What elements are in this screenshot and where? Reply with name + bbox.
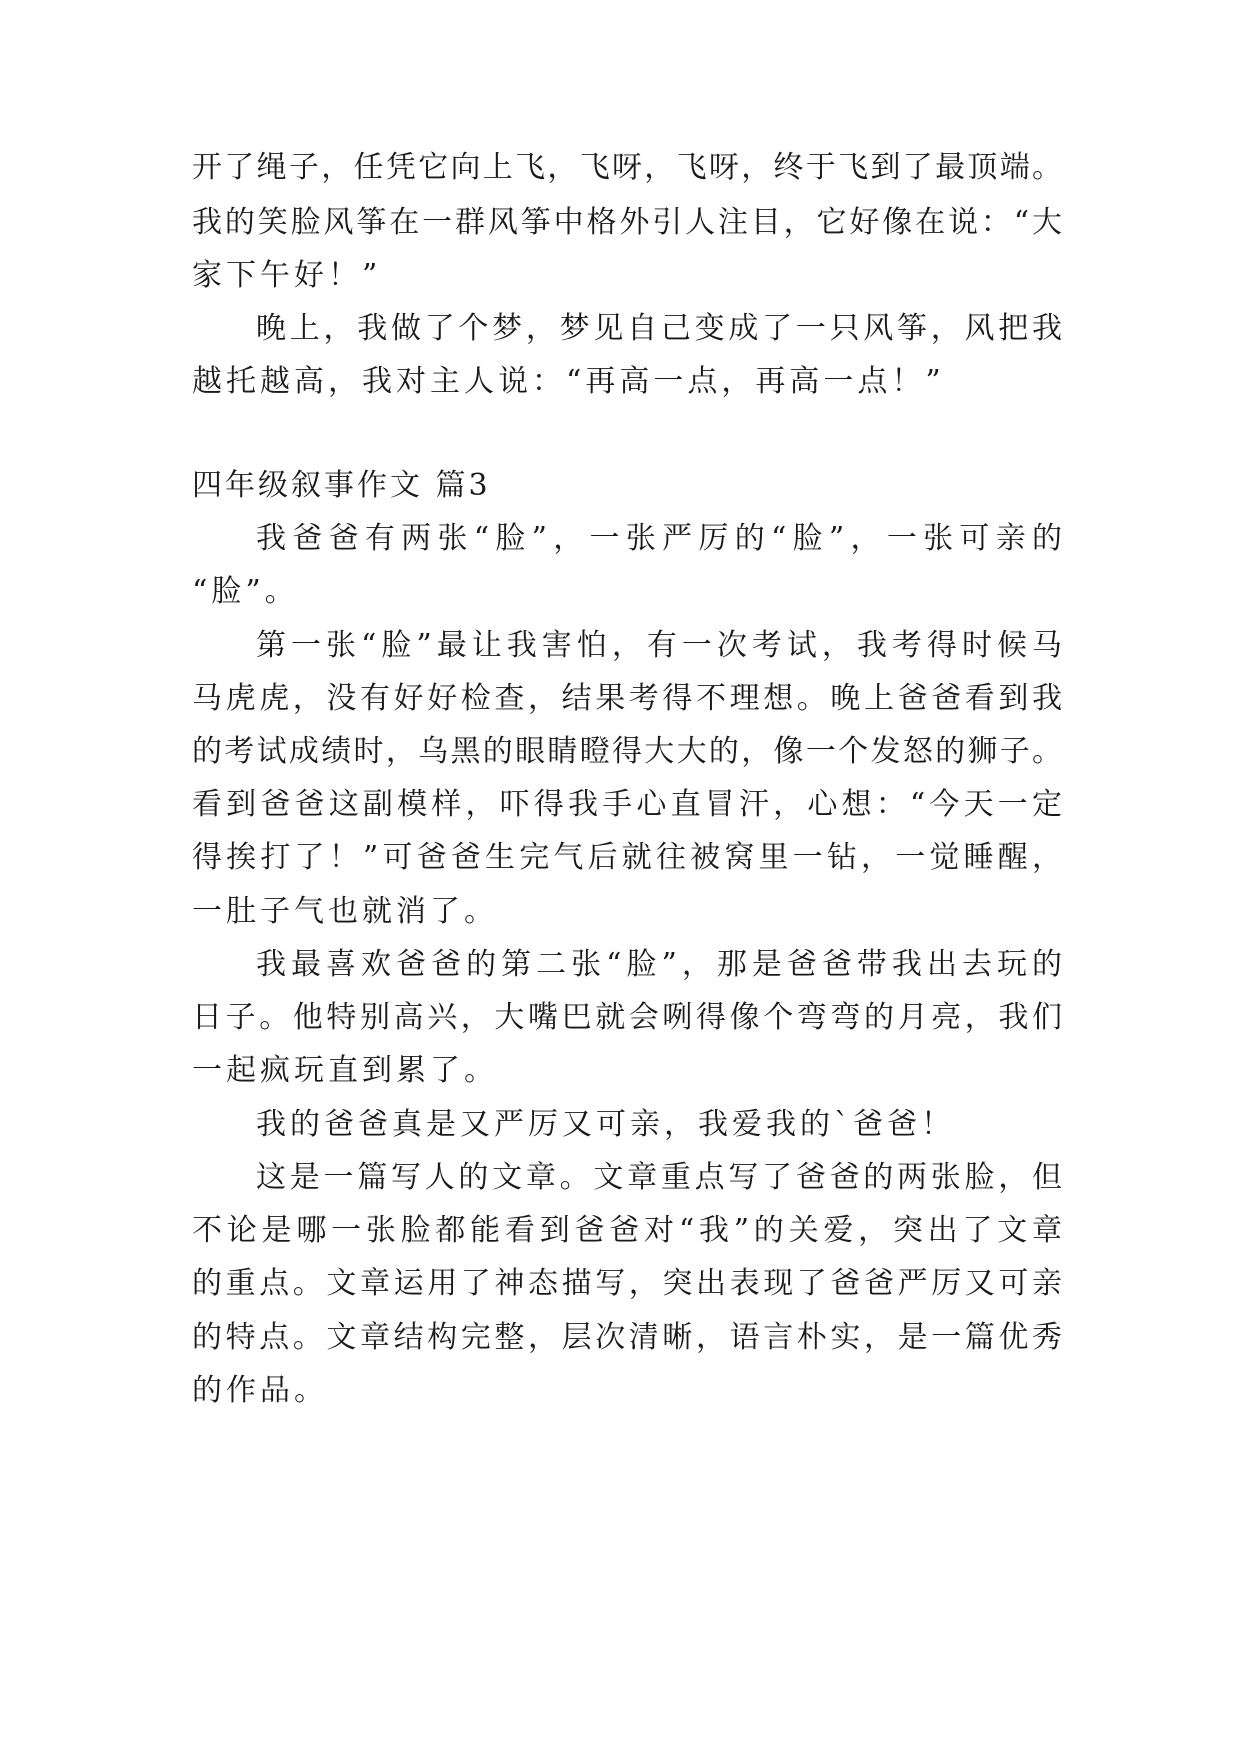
text-line: 的考试成绩时，乌黑的眼睛瞪得大大的，像一个发怒的狮子。 bbox=[192, 734, 1062, 769]
text-line: 的作品。 bbox=[192, 1373, 328, 1408]
text-line: 我最喜欢爸爸的第二张“脸”，那是爸爸带我出去玩的 bbox=[256, 947, 1062, 982]
text-line: 日子。他特别高兴，大嘴巴就会咧得像个弯弯的月亮，我们 bbox=[192, 1000, 1062, 1035]
text-line: 一起疯玩直到累了。 bbox=[192, 1053, 498, 1088]
text-line: 得挨打了！”可爸爸生完气后就往被窝里一钻，一觉睡醒， bbox=[192, 840, 1062, 875]
text-line: 晚上，我做了个梦，梦见自己变成了一只风筝，风把我 bbox=[256, 311, 1062, 346]
text-line: 我的笑脸风筝在一群风筝中格外引人注目，它好像在说：“大 bbox=[192, 205, 1062, 240]
text-line: 家下午好！” bbox=[192, 258, 382, 293]
text-line: 的重点。文章运用了神态描写，突出表现了爸爸严厉又可亲 bbox=[192, 1266, 1062, 1301]
text-line: 开了绳子，任凭它向上飞，飞呀，飞呀，终于飞到了最顶端。 bbox=[192, 150, 1062, 185]
text-line: 我的爸爸真是又严厉又可亲，我爱我的`爸爸！ bbox=[256, 1107, 955, 1142]
text-line: 越托越高，我对主人说：“再高一点，再高一点！” bbox=[192, 364, 945, 399]
text-line: 这是一篇写人的文章。文章重点写了爸爸的两张脸，但 bbox=[256, 1160, 1062, 1195]
text-line: 马虎虎，没有好好检查，结果考得不理想。晚上爸爸看到我 bbox=[192, 681, 1062, 716]
text-line: 看到爸爸这副模样，吓得我手心直冒汗，心想：“今天一定 bbox=[192, 787, 1062, 822]
section-heading: 四年级叙事作文 篇3 bbox=[192, 468, 491, 503]
text-line: 我爸爸有两张“脸”，一张严厉的“脸”，一张可亲的 bbox=[256, 521, 1062, 556]
text-line: 一肚子气也就消了。 bbox=[192, 894, 498, 929]
text-line: 的特点。文章结构完整，层次清晰，语言朴实，是一篇优秀 bbox=[192, 1320, 1062, 1355]
text-line: 第一张“脸”最让我害怕，有一次考试，我考得时候马 bbox=[256, 628, 1062, 663]
text-line: 不论是哪一张脸都能看到爸爸对“我”的关爱，突出了文章 bbox=[192, 1213, 1062, 1248]
text-line: “脸”。 bbox=[192, 574, 299, 609]
